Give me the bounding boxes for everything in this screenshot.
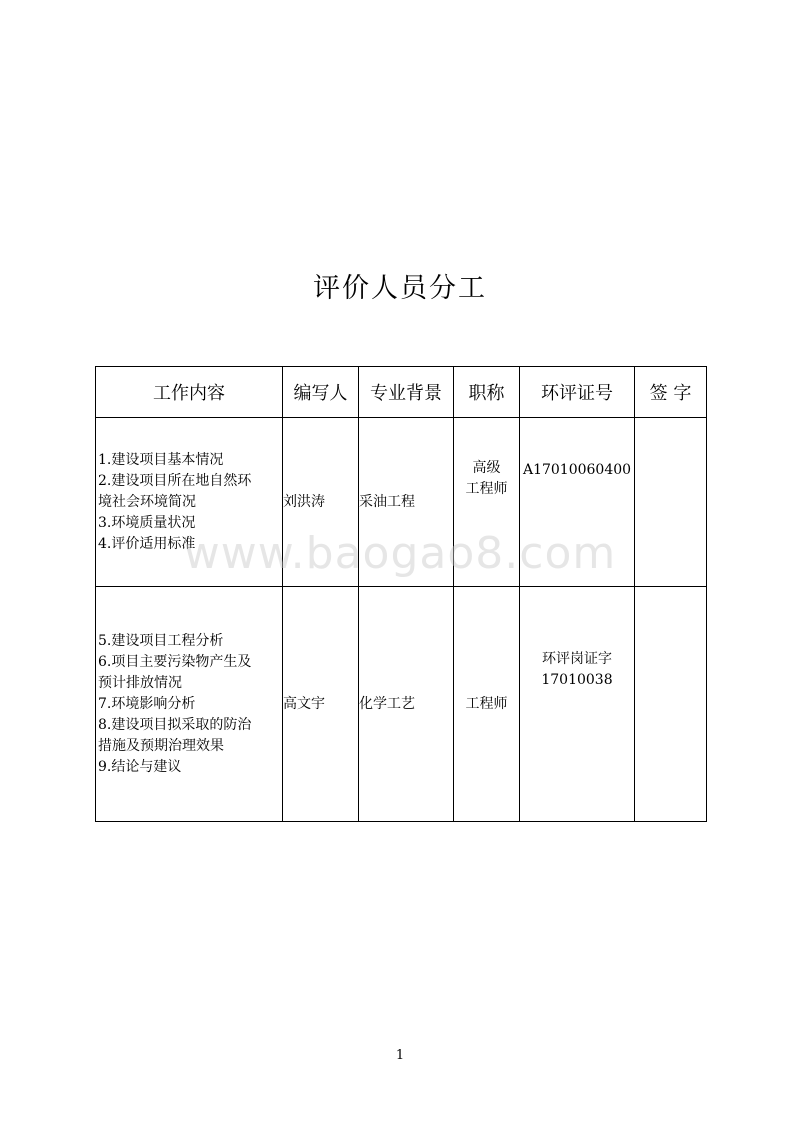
title-cell	[454, 587, 520, 822]
content-line: 2.建设项目所在地自然环	[98, 472, 252, 489]
cert-line: 环评岗证字	[542, 651, 612, 667]
content-line: 5.建设项目工程分析	[98, 632, 224, 649]
work-content-cell	[96, 587, 283, 822]
title-line: 高级	[472, 460, 501, 476]
watermark: www.baogao8.com	[183, 528, 617, 579]
page-number: 1	[395, 1048, 405, 1063]
title-line: 工程师	[465, 695, 508, 712]
cert-line: A17010060400	[522, 462, 632, 478]
title-cell	[454, 418, 520, 587]
content-line: 6.项目主要污染物产生及	[98, 653, 252, 670]
background-cell: 化学工艺	[359, 587, 454, 822]
content-line: 4.评价适用标准	[98, 535, 196, 552]
cert-number-cell	[520, 587, 635, 822]
header-work-content: 工作内容	[96, 367, 283, 418]
header-author: 编写人	[283, 367, 359, 418]
content-line: 3.环境质量状况	[98, 514, 196, 531]
content-line: 措施及预期治理效果	[98, 737, 224, 754]
content-line: 9.结论与建议	[98, 758, 182, 775]
content-line: 7.环境影响分析	[98, 695, 196, 712]
title-line: 工程师	[465, 481, 508, 497]
author-cell: 刘洪涛	[283, 418, 359, 587]
header-cert-number: 环评证号	[520, 367, 635, 418]
cert-line: 17010038	[541, 672, 613, 688]
signature-cell	[635, 587, 707, 822]
cert-number-cell	[520, 418, 635, 587]
author-cell: 高文宇	[283, 587, 359, 822]
work-content-cell	[96, 418, 283, 587]
content-line: 8.建设项目拟采取的防治	[98, 716, 252, 733]
table-header-row	[96, 367, 707, 418]
content-line: 境社会环境简况	[98, 493, 196, 510]
content-line: 预计排放情况	[98, 674, 182, 691]
background-cell: 采油工程	[359, 418, 454, 587]
page-title: 评价人员分工	[313, 273, 487, 304]
header-signature: 签 字	[635, 367, 707, 418]
header-title: 职称	[454, 367, 520, 418]
staff-assignment-table	[95, 366, 707, 822]
content-line: 1.建设项目基本情况	[98, 451, 224, 468]
signature-cell	[635, 418, 707, 587]
table-row	[96, 418, 707, 587]
header-background: 专业背景	[359, 367, 454, 418]
table-row	[96, 587, 707, 822]
